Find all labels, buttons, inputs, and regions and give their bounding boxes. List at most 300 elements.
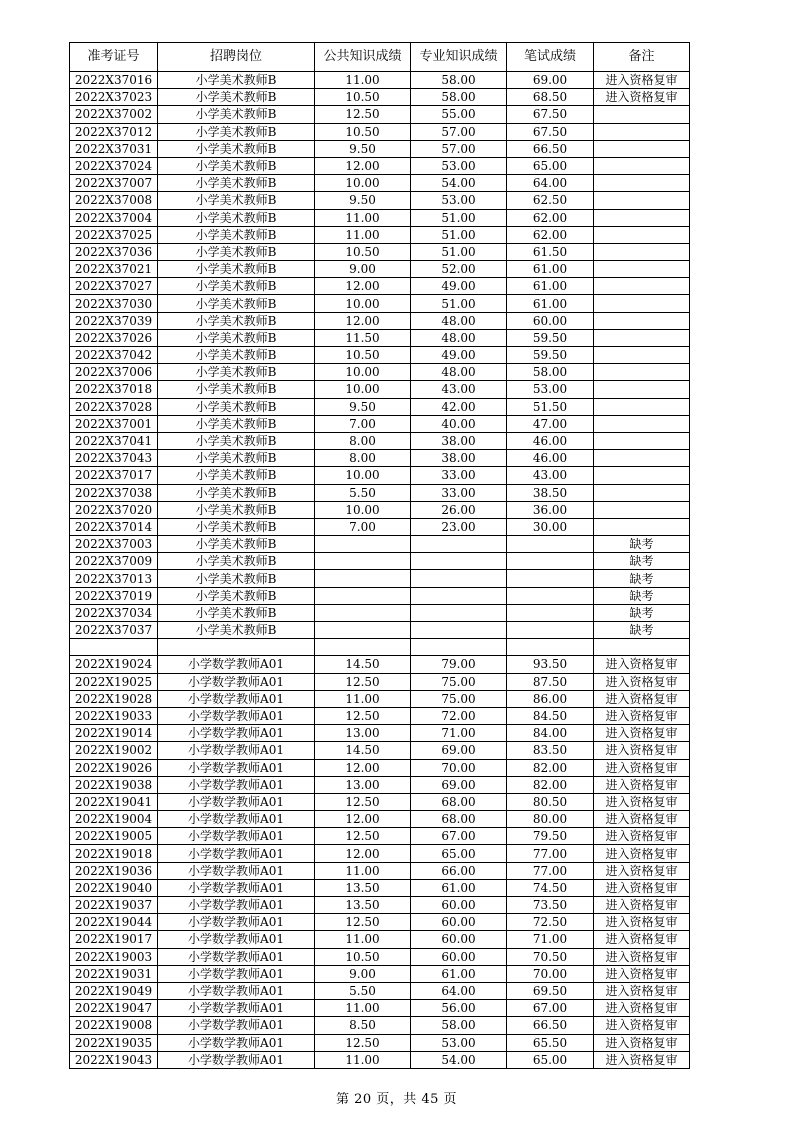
cell-exam-id: 2022X19003: [70, 948, 158, 965]
cell-professional-score: 68.00: [411, 793, 507, 810]
cell-written-score: 61.00: [507, 261, 594, 278]
cell-exam-id: 2022X37004: [70, 209, 158, 226]
cell-public-score: 9.00: [315, 965, 411, 982]
cell-exam-id: 2022X37019: [70, 587, 158, 604]
cell-public-score: 11.00: [315, 931, 411, 948]
cell-professional-score: 51.00: [411, 243, 507, 260]
cell-exam-id: 2022X37027: [70, 278, 158, 295]
table-row: [70, 965, 690, 982]
cell-professional-score: 75.00: [411, 673, 507, 690]
cell-position: 小学美术教师B: [158, 347, 315, 364]
cell-exam-id: 2022X37034: [70, 604, 158, 621]
table-row: [70, 518, 690, 535]
cell-written-score: 83.50: [507, 742, 594, 759]
table-row: [70, 622, 690, 639]
cell-position: 小学美术教师B: [158, 226, 315, 243]
cell-professional-score: 65.00: [411, 845, 507, 862]
cell-exam-id: 2022X19033: [70, 707, 158, 724]
cell-remarks: [594, 329, 690, 346]
table-row: [70, 72, 690, 89]
cell-written-score: 46.00: [507, 450, 594, 467]
cell-written-score: 66.50: [507, 140, 594, 157]
cell-written-score: 64.00: [507, 175, 594, 192]
cell-remarks: 进入资格复审: [594, 742, 690, 759]
cell-remarks: 进入资格复审: [594, 982, 690, 999]
cell-exam-id: 2022X37024: [70, 157, 158, 174]
cell-written-score: 46.00: [507, 432, 594, 449]
cell-exam-id: 2022X19028: [70, 690, 158, 707]
cell-position: 小学美术教师B: [158, 501, 315, 518]
cell-public-score: 14.50: [315, 656, 411, 673]
cell-professional-score: 57.00: [411, 123, 507, 140]
cell-remarks: [594, 243, 690, 260]
cell-remarks: [594, 432, 690, 449]
cell-remarks: 进入资格复审: [594, 811, 690, 828]
cell-remarks: 进入资格复审: [594, 1017, 690, 1034]
cell-position: 小学数学教师A01: [158, 656, 315, 673]
score-table: [69, 42, 690, 1069]
cell-public-score: 12.00: [315, 157, 411, 174]
cell-written-score: [507, 570, 594, 587]
cell-position: 小学美术教师B: [158, 89, 315, 106]
cell-professional-score: 79.00: [411, 656, 507, 673]
cell-professional-score: [411, 604, 507, 621]
cell-public-score: 12.50: [315, 1034, 411, 1051]
cell-exam-id: 2022X37026: [70, 329, 158, 346]
cell-written-score: 79.50: [507, 828, 594, 845]
cell-written-score: 43.00: [507, 467, 594, 484]
cell-public-score: 11.00: [315, 862, 411, 879]
cell-position: 小学数学教师A01: [158, 707, 315, 724]
cell-position: 小学美术教师B: [158, 312, 315, 329]
cell-professional-score: [411, 622, 507, 639]
cell-exam-id: 2022X37036: [70, 243, 158, 260]
cell-remarks: 进入资格复审: [594, 759, 690, 776]
cell-written-score: 80.50: [507, 793, 594, 810]
cell-public-score: 5.50: [315, 484, 411, 501]
cell-position: 小学数学教师A01: [158, 673, 315, 690]
cell-remarks: 缺考: [594, 553, 690, 570]
cell-remarks: 进入资格复审: [594, 776, 690, 793]
cell-professional-score: 53.00: [411, 192, 507, 209]
cell-written-score: 47.00: [507, 415, 594, 432]
cell-professional-score: 51.00: [411, 209, 507, 226]
header-written-score: 笔试成绩: [507, 43, 594, 72]
cell-exam-id: 2022X37018: [70, 381, 158, 398]
cell-position: 小学数学教师A01: [158, 759, 315, 776]
cell-remarks: [594, 175, 690, 192]
cell-exam-id: 2022X37009: [70, 553, 158, 570]
cell-position: 小学数学教师A01: [158, 931, 315, 948]
cell-public-score: 14.50: [315, 742, 411, 759]
table-row: [70, 793, 690, 810]
table-row: [70, 106, 690, 123]
cell-written-score: 61.50: [507, 243, 594, 260]
cell-exam-id: 2022X37038: [70, 484, 158, 501]
table-row: [70, 656, 690, 673]
cell-written-score: 84.50: [507, 707, 594, 724]
cell-remarks: 进入资格复审: [594, 1051, 690, 1068]
cell-position: 小学数学教师A01: [158, 982, 315, 999]
cell-public-score: 13.50: [315, 879, 411, 896]
cell-public-score: 11.00: [315, 690, 411, 707]
table-row: [70, 1034, 690, 1051]
cell-professional-score: 72.00: [411, 707, 507, 724]
cell-position: 小学美术教师B: [158, 209, 315, 226]
cell-exam-id: 2022X37041: [70, 432, 158, 449]
cell-public-score: [315, 553, 411, 570]
cell-remarks: 进入资格复审: [594, 879, 690, 896]
table-row: [70, 707, 690, 724]
cell-remarks: 进入资格复审: [594, 828, 690, 845]
cell-exam-id: 2022X19018: [70, 845, 158, 862]
cell-professional-score: 58.00: [411, 89, 507, 106]
cell-professional-score: 68.00: [411, 811, 507, 828]
cell-written-score: 66.50: [507, 1017, 594, 1034]
table-row: [70, 690, 690, 707]
cell-written-score: 70.00: [507, 965, 594, 982]
cell-public-score: 9.50: [315, 398, 411, 415]
cell-remarks: 进入资格复审: [594, 72, 690, 89]
cell-written-score: 82.00: [507, 759, 594, 776]
header-exam-id: 准考证号: [70, 43, 158, 72]
table-row: [70, 209, 690, 226]
cell-public-score: 10.00: [315, 501, 411, 518]
cell-exam-id: 2022X19038: [70, 776, 158, 793]
cell-exam-id: 2022X37014: [70, 518, 158, 535]
cell-public-score: 12.00: [315, 312, 411, 329]
table-row: [70, 536, 690, 553]
cell-remarks: 进入资格复审: [594, 914, 690, 931]
cell-position: 小学数学教师A01: [158, 742, 315, 759]
cell-remarks: 进入资格复审: [594, 89, 690, 106]
cell-exam-id: 2022X19025: [70, 673, 158, 690]
table-row: [70, 742, 690, 759]
cell-professional-score: 48.00: [411, 312, 507, 329]
score-table-sheet: [69, 42, 689, 1069]
cell-exam-id: 2022X19008: [70, 1017, 158, 1034]
cell-professional-score: 61.00: [411, 965, 507, 982]
header-professional-knowledge-score: 专业知识成绩: [411, 43, 507, 72]
cell-written-score: 65.00: [507, 157, 594, 174]
cell-remarks: 进入资格复审: [594, 793, 690, 810]
cell-public-score: 12.50: [315, 793, 411, 810]
table-row: [70, 1000, 690, 1017]
cell-written-score: 82.00: [507, 776, 594, 793]
cell-written-score: 30.00: [507, 518, 594, 535]
cell-exam-id: 2022X19004: [70, 811, 158, 828]
cell-position: 小学数学教师A01: [158, 914, 315, 931]
cell-professional-score: 48.00: [411, 364, 507, 381]
cell-written-score: 86.00: [507, 690, 594, 707]
cell-exam-id: 2022X19036: [70, 862, 158, 879]
cell-remarks: [594, 415, 690, 432]
cell-public-score: 11.50: [315, 329, 411, 346]
cell-exam-id: 2022X37003: [70, 536, 158, 553]
cell-written-score: 73.50: [507, 897, 594, 914]
cell-professional-score: 53.00: [411, 157, 507, 174]
cell-position: 小学美术教师B: [158, 432, 315, 449]
cell-public-score: [315, 570, 411, 587]
table-row: [70, 140, 690, 157]
cell-remarks: [594, 123, 690, 140]
cell-remarks: 进入资格复审: [594, 656, 690, 673]
table-row: [70, 415, 690, 432]
table-row: [70, 811, 690, 828]
table-row: [70, 89, 690, 106]
cell-public-score: 12.00: [315, 759, 411, 776]
cell-position: 小学数学教师A01: [158, 1051, 315, 1068]
cell-public-score: 13.50: [315, 897, 411, 914]
cell-written-score: 67.50: [507, 123, 594, 140]
cell-exam-id: 2022X19044: [70, 914, 158, 931]
cell-written-score: 77.00: [507, 845, 594, 862]
cell-written-score: 51.50: [507, 398, 594, 415]
cell-public-score: 5.50: [315, 982, 411, 999]
table-row: [70, 828, 690, 845]
cell-exam-id: 2022X19031: [70, 965, 158, 982]
cell-written-score: 70.50: [507, 948, 594, 965]
cell-position: 小学数学教师A01: [158, 948, 315, 965]
cell-public-score: [315, 536, 411, 553]
cell-position: 小学数学教师A01: [158, 793, 315, 810]
cell-written-score: 58.00: [507, 364, 594, 381]
cell-exam-id: 2022X37025: [70, 226, 158, 243]
cell-remarks: [594, 295, 690, 312]
table-row: [70, 192, 690, 209]
cell-exam-id: 2022X37017: [70, 467, 158, 484]
cell-public-score: 8.00: [315, 432, 411, 449]
cell-professional-score: [411, 536, 507, 553]
cell-exam-id: 2022X37013: [70, 570, 158, 587]
table-row: [70, 432, 690, 449]
cell-remarks: 进入资格复审: [594, 965, 690, 982]
cell-written-score: 62.50: [507, 192, 594, 209]
table-row: [70, 347, 690, 364]
cell-public-score: 7.00: [315, 518, 411, 535]
cell-remarks: [594, 278, 690, 295]
table-row: [70, 931, 690, 948]
table-row: [70, 897, 690, 914]
empty-cell: [70, 639, 158, 656]
cell-remarks: [594, 381, 690, 398]
cell-remarks: [594, 106, 690, 123]
cell-remarks: 进入资格复审: [594, 725, 690, 742]
cell-professional-score: 61.00: [411, 879, 507, 896]
cell-remarks: [594, 140, 690, 157]
cell-remarks: 进入资格复审: [594, 707, 690, 724]
cell-written-score: 69.50: [507, 982, 594, 999]
table-row: [70, 329, 690, 346]
cell-written-score: 74.50: [507, 879, 594, 896]
cell-exam-id: 2022X19005: [70, 828, 158, 845]
cell-position: 小学数学教师A01: [158, 862, 315, 879]
header-remarks: 备注: [594, 43, 690, 72]
cell-exam-id: 2022X37002: [70, 106, 158, 123]
cell-position: 小学美术教师B: [158, 106, 315, 123]
table-row: [70, 450, 690, 467]
table-row: [70, 553, 690, 570]
cell-public-score: 12.00: [315, 811, 411, 828]
cell-public-score: 13.00: [315, 776, 411, 793]
separator-row: [70, 639, 690, 656]
cell-written-score: 93.50: [507, 656, 594, 673]
cell-written-score: 67.00: [507, 1000, 594, 1017]
cell-professional-score: 60.00: [411, 914, 507, 931]
cell-exam-id: 2022X37023: [70, 89, 158, 106]
table-row: [70, 570, 690, 587]
table-row: [70, 604, 690, 621]
cell-exam-id: 2022X19043: [70, 1051, 158, 1068]
table-row: [70, 398, 690, 415]
cell-remarks: [594, 261, 690, 278]
cell-professional-score: 71.00: [411, 725, 507, 742]
cell-position: 小学美术教师B: [158, 415, 315, 432]
table-row: [70, 381, 690, 398]
cell-professional-score: 26.00: [411, 501, 507, 518]
cell-exam-id: 2022X37001: [70, 415, 158, 432]
cell-remarks: 进入资格复审: [594, 845, 690, 862]
cell-written-score: 80.00: [507, 811, 594, 828]
cell-written-score: 59.50: [507, 347, 594, 364]
table-row: [70, 467, 690, 484]
table-row: [70, 157, 690, 174]
table-row: [70, 175, 690, 192]
cell-professional-score: 49.00: [411, 278, 507, 295]
cell-exam-id: 2022X19002: [70, 742, 158, 759]
cell-public-score: 8.50: [315, 1017, 411, 1034]
cell-position: 小学美术教师B: [158, 398, 315, 415]
cell-public-score: 10.50: [315, 243, 411, 260]
table-row: [70, 501, 690, 518]
table-row: [70, 673, 690, 690]
table-row: [70, 364, 690, 381]
cell-written-score: 77.00: [507, 862, 594, 879]
cell-public-score: 12.50: [315, 914, 411, 931]
cell-position: 小学美术教师B: [158, 295, 315, 312]
table-row: [70, 948, 690, 965]
cell-professional-score: 23.00: [411, 518, 507, 535]
cell-public-score: 12.50: [315, 828, 411, 845]
cell-public-score: [315, 622, 411, 639]
cell-public-score: 12.00: [315, 278, 411, 295]
cell-remarks: [594, 192, 690, 209]
cell-written-score: 38.50: [507, 484, 594, 501]
cell-public-score: 11.00: [315, 1000, 411, 1017]
cell-professional-score: 57.00: [411, 140, 507, 157]
cell-public-score: 10.00: [315, 381, 411, 398]
table-row: [70, 587, 690, 604]
cell-remarks: 进入资格复审: [594, 1000, 690, 1017]
cell-written-score: 84.00: [507, 725, 594, 742]
cell-written-score: 59.50: [507, 329, 594, 346]
cell-exam-id: 2022X37031: [70, 140, 158, 157]
header-position: 招聘岗位: [158, 43, 315, 72]
cell-position: 小学美术教师B: [158, 467, 315, 484]
cell-position: 小学美术教师B: [158, 140, 315, 157]
cell-professional-score: 60.00: [411, 897, 507, 914]
cell-written-score: 68.50: [507, 89, 594, 106]
cell-position: 小学数学教师A01: [158, 879, 315, 896]
cell-professional-score: 70.00: [411, 759, 507, 776]
table-row: [70, 1017, 690, 1034]
cell-professional-score: 69.00: [411, 742, 507, 759]
cell-remarks: 进入资格复审: [594, 1034, 690, 1051]
cell-public-score: 13.00: [315, 725, 411, 742]
cell-position: 小学美术教师B: [158, 261, 315, 278]
cell-exam-id: 2022X19049: [70, 982, 158, 999]
cell-written-score: [507, 604, 594, 621]
cell-professional-score: 56.00: [411, 1000, 507, 1017]
cell-professional-score: 38.00: [411, 432, 507, 449]
cell-public-score: 7.00: [315, 415, 411, 432]
cell-written-score: 65.00: [507, 1051, 594, 1068]
cell-professional-score: 69.00: [411, 776, 507, 793]
cell-position: 小学数学教师A01: [158, 811, 315, 828]
cell-professional-score: 60.00: [411, 948, 507, 965]
cell-professional-score: 51.00: [411, 295, 507, 312]
cell-public-score: 10.50: [315, 948, 411, 965]
cell-position: 小学数学教师A01: [158, 1017, 315, 1034]
cell-professional-score: 52.00: [411, 261, 507, 278]
cell-remarks: 进入资格复审: [594, 897, 690, 914]
cell-public-score: 10.00: [315, 364, 411, 381]
cell-exam-id: 2022X19026: [70, 759, 158, 776]
cell-remarks: 进入资格复审: [594, 948, 690, 965]
table-row: [70, 879, 690, 896]
cell-public-score: 10.00: [315, 175, 411, 192]
cell-position: 小学美术教师B: [158, 278, 315, 295]
cell-public-score: 9.50: [315, 140, 411, 157]
cell-exam-id: 2022X19017: [70, 931, 158, 948]
cell-position: 小学数学教师A01: [158, 725, 315, 742]
cell-written-score: 53.00: [507, 381, 594, 398]
cell-remarks: [594, 450, 690, 467]
cell-professional-score: 33.00: [411, 467, 507, 484]
cell-public-score: [315, 604, 411, 621]
cell-professional-score: 58.00: [411, 1017, 507, 1034]
empty-cell: [411, 639, 507, 656]
cell-position: 小学美术教师B: [158, 329, 315, 346]
cell-remarks: [594, 312, 690, 329]
cell-public-score: 10.50: [315, 89, 411, 106]
empty-cell: [158, 639, 315, 656]
cell-professional-score: 51.00: [411, 226, 507, 243]
cell-position: 小学美术教师B: [158, 175, 315, 192]
cell-exam-id: 2022X37012: [70, 123, 158, 140]
cell-public-score: 12.00: [315, 845, 411, 862]
cell-professional-score: 42.00: [411, 398, 507, 415]
cell-remarks: [594, 501, 690, 518]
cell-public-score: 10.00: [315, 295, 411, 312]
cell-public-score: 12.50: [315, 106, 411, 123]
cell-position: 小学美术教师B: [158, 536, 315, 553]
cell-exam-id: 2022X37043: [70, 450, 158, 467]
cell-position: 小学美术教师B: [158, 72, 315, 89]
cell-remarks: [594, 364, 690, 381]
cell-remarks: 缺考: [594, 604, 690, 621]
page-footer: 第 20 页，共 45 页: [335, 1092, 458, 1107]
cell-professional-score: 66.00: [411, 862, 507, 879]
cell-exam-id: 2022X37030: [70, 295, 158, 312]
table-row: [70, 1051, 690, 1068]
cell-position: 小学美术教师B: [158, 570, 315, 587]
cell-public-score: 10.00: [315, 467, 411, 484]
cell-remarks: [594, 209, 690, 226]
cell-exam-id: 2022X19037: [70, 897, 158, 914]
empty-cell: [315, 639, 411, 656]
cell-written-score: 36.00: [507, 501, 594, 518]
